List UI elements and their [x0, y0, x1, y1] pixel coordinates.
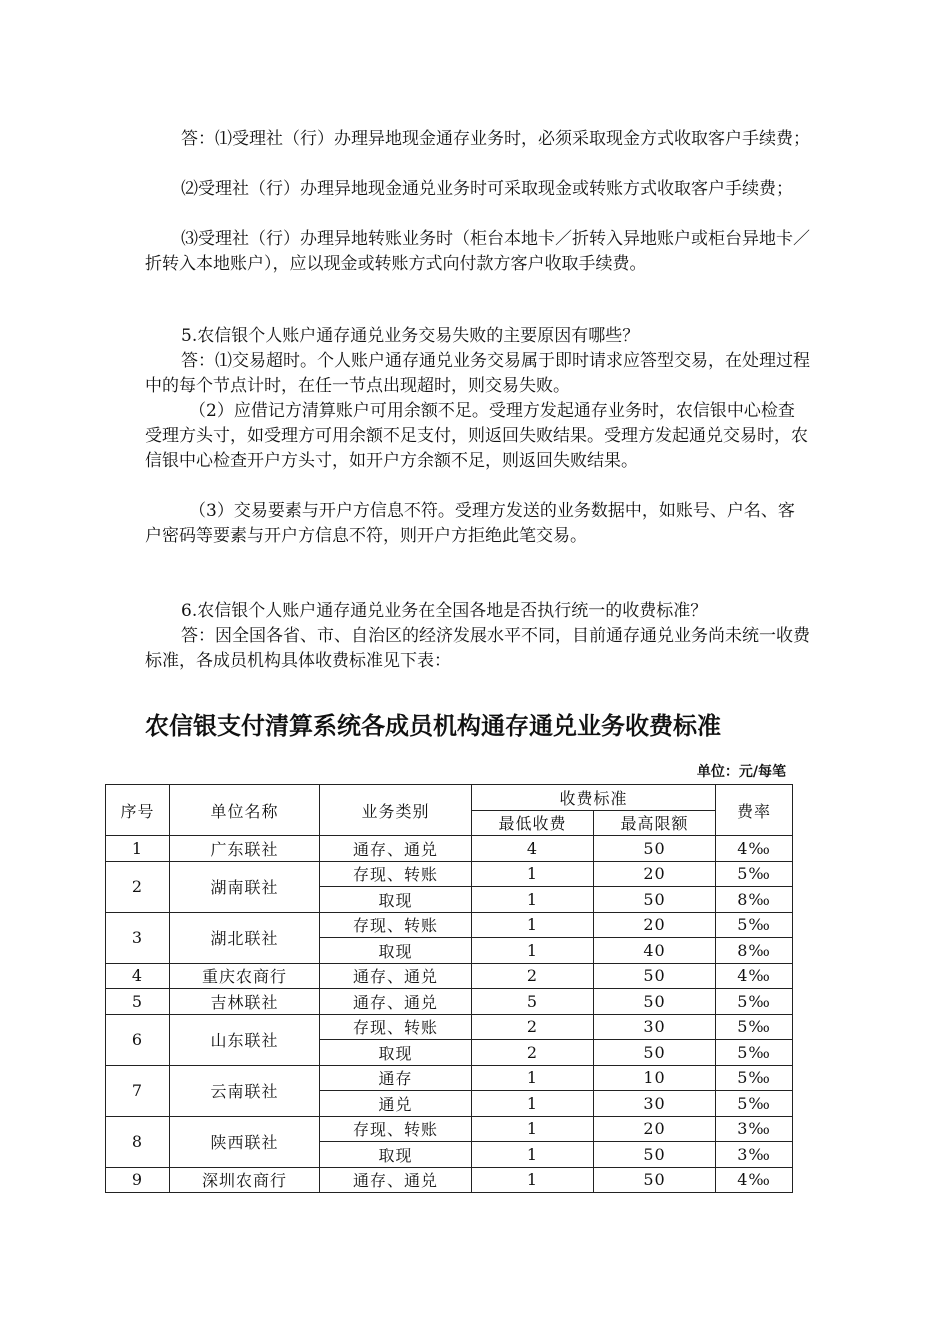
question-5: 5.农信银个人账户通存通兑业务交易失败的主要原因有哪些？ — [181, 326, 640, 346]
cell-rate: 4‰ — [716, 836, 793, 862]
cell-seq: 7 — [106, 1065, 170, 1116]
cell-business-type: 通存、通兑 — [320, 836, 472, 862]
table-row — [106, 1065, 793, 1091]
cell-max-fee: 30 — [594, 1014, 716, 1040]
table-unit-note: 单位：元/每笔 — [696, 764, 786, 780]
table-row — [106, 989, 793, 1015]
cell-rate: 5‰ — [716, 912, 793, 938]
cell-rate: 5‰ — [716, 1014, 793, 1040]
cell-unit-name: 湖北联社 — [170, 912, 320, 963]
table-row — [106, 861, 793, 887]
cell-max-fee: 40 — [594, 938, 716, 964]
cell-rate: 5‰ — [716, 1091, 793, 1117]
table-row — [106, 963, 793, 989]
header-business-type: 业务类别 — [320, 785, 472, 836]
cell-unit-name: 重庆农商行 — [170, 963, 320, 989]
cell-business-type: 存现、转账 — [320, 1014, 472, 1040]
table-row — [106, 912, 793, 938]
cell-business-type: 通存、通兑 — [320, 963, 472, 989]
cell-business-type: 取现 — [320, 887, 472, 913]
cell-max-fee: 10 — [594, 1065, 716, 1091]
cell-rate: 5‰ — [716, 989, 793, 1015]
cell-seq: 8 — [106, 1116, 170, 1167]
cell-business-type: 存现、转账 — [320, 861, 472, 887]
answer-paragraph-3: ⑶受理社（行）办理异地转账业务时（柜台本地卡／折转入异地账户或柜台异地卡／折转入本地账户），应以现金或转账方式向付款方客户收取手续费。 — [145, 229, 810, 274]
header-unit-name: 单位名称 — [170, 785, 320, 836]
cell-max-fee: 50 — [594, 1142, 716, 1168]
cell-business-type: 存现、转账 — [320, 912, 472, 938]
cell-min-fee: 1 — [472, 938, 594, 964]
cell-seq: 3 — [106, 912, 170, 963]
cell-rate: 5‰ — [716, 1065, 793, 1091]
table-title: 农信银支付清算系统各成员机构通存通兑业务收费标准 — [145, 712, 721, 740]
header-max-fee: 最高限额 — [594, 810, 716, 836]
cell-max-fee: 20 — [594, 1116, 716, 1142]
cell-business-type: 通兑 — [320, 1091, 472, 1117]
cell-seq: 4 — [106, 963, 170, 989]
cell-unit-name: 湖南联社 — [170, 861, 320, 912]
cell-min-fee: 1 — [472, 1091, 594, 1117]
header-rate: 费率 — [716, 785, 793, 836]
cell-seq: 1 — [106, 836, 170, 862]
header-min-fee: 最低收费 — [472, 810, 594, 836]
cell-min-fee: 2 — [472, 1040, 594, 1066]
answer-6: 答：因全国各省、市、自治区的经济发展水平不同，目前通存通兑业务尚未统一收费标准，各成员机构具体收费标准见下表： — [145, 626, 810, 671]
cell-business-type: 通存、通兑 — [320, 1167, 472, 1193]
cell-unit-name: 广东联社 — [170, 836, 320, 862]
fee-standard-table — [105, 784, 793, 1193]
cell-max-fee: 50 — [594, 1040, 716, 1066]
cell-max-fee: 50 — [594, 836, 716, 862]
table-row — [106, 1116, 793, 1142]
cell-seq: 5 — [106, 989, 170, 1015]
cell-business-type: 取现 — [320, 1142, 472, 1168]
cell-unit-name: 山东联社 — [170, 1014, 320, 1065]
cell-min-fee: 1 — [472, 1065, 594, 1091]
cell-max-fee: 30 — [594, 1091, 716, 1117]
cell-max-fee: 50 — [594, 963, 716, 989]
question-6: 6.农信银个人账户通存通兑业务在全国各地是否执行统一的收费标准？ — [181, 601, 708, 621]
cell-rate: 8‰ — [716, 938, 793, 964]
cell-max-fee: 50 — [594, 887, 716, 913]
cell-max-fee: 20 — [594, 912, 716, 938]
answer-5-part-3: （3）交易要素与开户方信息不符。受理方发送的业务数据中，如账号、户名、客户密码等要素与开户方信息不符，则开户方拒绝此笔交易。 — [145, 501, 795, 546]
cell-rate: 5‰ — [716, 1040, 793, 1066]
cell-seq: 9 — [106, 1167, 170, 1193]
cell-min-fee: 4 — [472, 836, 594, 862]
cell-min-fee: 2 — [472, 963, 594, 989]
header-fee-standard: 收费标准 — [472, 785, 716, 811]
table-row — [106, 1167, 793, 1193]
cell-max-fee: 50 — [594, 1167, 716, 1193]
cell-business-type: 取现 — [320, 938, 472, 964]
cell-max-fee: 20 — [594, 861, 716, 887]
answer-paragraph-1: 答：⑴受理社（行）办理异地现金通存业务时，必须采取现金方式收取客户手续费； — [181, 129, 810, 149]
cell-max-fee: 50 — [594, 989, 716, 1015]
cell-rate: 8‰ — [716, 887, 793, 913]
cell-business-type: 取现 — [320, 1040, 472, 1066]
cell-unit-name: 深圳农商行 — [170, 1167, 320, 1193]
cell-rate: 5‰ — [716, 861, 793, 887]
answer-5-part-1: 答：⑴交易超时。个人账户通存通兑业务交易属于即时请求应答型交易，在处理过程中的每个节点计时，在任一节点出现超时，则交易失败。 — [145, 351, 810, 396]
cell-business-type: 存现、转账 — [320, 1116, 472, 1142]
answer-paragraph-2: ⑵受理社（行）办理异地现金通兑业务时可采取现金或转账方式收取客户手续费； — [181, 179, 793, 199]
cell-min-fee: 1 — [472, 1142, 594, 1168]
cell-seq: 6 — [106, 1014, 170, 1065]
cell-rate: 4‰ — [716, 1167, 793, 1193]
header-seq: 序号 — [106, 785, 170, 836]
cell-min-fee: 1 — [472, 861, 594, 887]
cell-unit-name: 吉林联社 — [170, 989, 320, 1015]
cell-min-fee: 1 — [472, 912, 594, 938]
cell-business-type: 通存、通兑 — [320, 989, 472, 1015]
cell-rate: 3‰ — [716, 1142, 793, 1168]
cell-rate: 3‰ — [716, 1116, 793, 1142]
answer-5-part-2: （2）应借记方清算账户可用余额不足。受理方发起通存业务时，农信银中心检查受理方头寸，如受理方可用余额不足支付，则返回失败结果。受理方发起通兑交易时，农信银中心检查开户方头寸，如开户方余额不足，则返回失败结果。 — [145, 401, 808, 471]
table-row — [106, 1014, 793, 1040]
cell-min-fee: 1 — [472, 1167, 594, 1193]
cell-rate: 4‰ — [716, 963, 793, 989]
cell-min-fee: 5 — [472, 989, 594, 1015]
cell-unit-name: 云南联社 — [170, 1065, 320, 1116]
cell-business-type: 通存 — [320, 1065, 472, 1091]
cell-min-fee: 1 — [472, 887, 594, 913]
cell-unit-name: 陕西联社 — [170, 1116, 320, 1167]
table-row — [106, 836, 793, 862]
cell-seq: 2 — [106, 861, 170, 912]
cell-min-fee: 1 — [472, 1116, 594, 1142]
cell-min-fee: 2 — [472, 1014, 594, 1040]
